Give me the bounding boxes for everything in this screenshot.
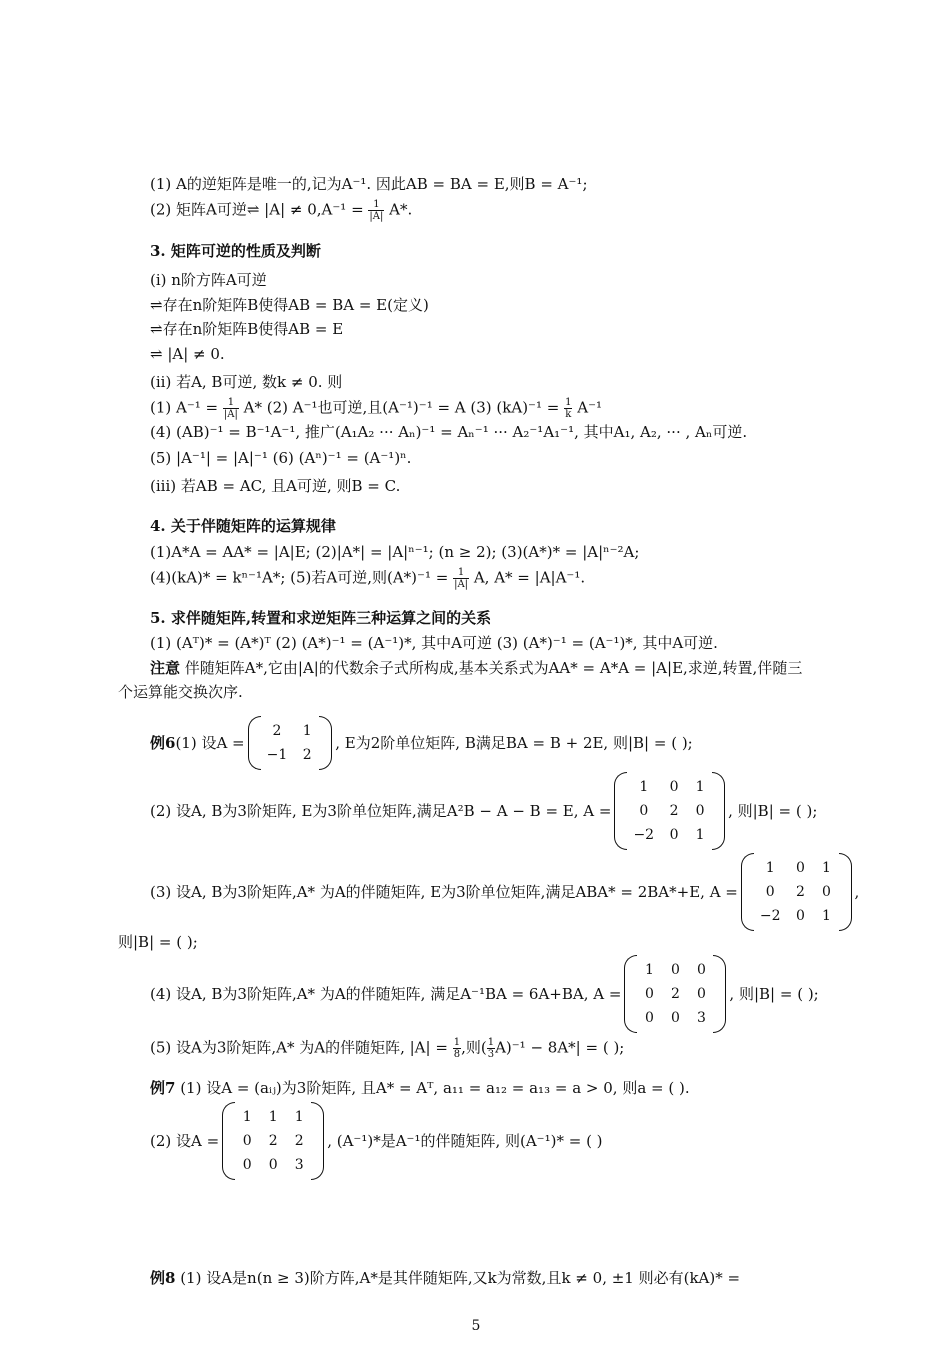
matrix-cell: 1	[765, 860, 775, 876]
right-paren	[712, 772, 725, 850]
fraction-numerator: 1	[453, 1037, 461, 1048]
text-span: (4) 设A, B为3阶矩阵,A* 为A的伴随矩阵, 满足A⁻¹BA = 6A+BA, A =	[150, 985, 622, 1003]
fraction	[223, 397, 239, 420]
section-heading: 5. 求伴随矩阵,转置和求逆矩阵三种运算之间的关系	[150, 609, 492, 627]
section-heading: 4. 关于伴随矩阵的运算规律	[150, 517, 336, 535]
matrix-cell: 2	[302, 747, 312, 763]
matrix-grid	[637, 956, 713, 1032]
matrix	[741, 854, 852, 930]
fraction-numerator: 1	[453, 567, 469, 579]
example-label: 例8	[150, 1269, 176, 1287]
matrix-cell: 1	[822, 908, 831, 924]
matrix-cell: 0	[242, 1133, 252, 1149]
text-line: (ii) 若A, B可逆, 数k ≠ 0. 则	[150, 373, 343, 391]
example-6-part-2	[150, 771, 817, 851]
fraction-numerator: 1	[223, 397, 239, 409]
matrix-cell: 1	[695, 779, 705, 795]
text-span: , (A⁻¹)*是A⁻¹的伴随矩阵, 则(A⁻¹)* = ( )	[327, 1132, 603, 1150]
text-span: (5) 设A为3阶矩阵,A* 为A的伴随矩阵, |A| =	[150, 1038, 448, 1057]
text-span: (2) 矩阵A可逆⇌ |A| ≠ 0,A⁻¹ =	[150, 200, 364, 219]
example-7-part-2	[150, 1101, 603, 1181]
matrix	[222, 1103, 324, 1179]
example-label: 例6	[150, 734, 176, 752]
fraction-denominator: k	[565, 409, 572, 420]
matrix-cell: 1	[242, 1109, 252, 1125]
fraction-denominator: |A|	[223, 409, 238, 420]
text-line: (1)A*A = AA* = |A|E; (2)|A*| = |A|ⁿ⁻¹; (n ≥ 2); (3)(A*)* = |A|ⁿ⁻²A;	[150, 543, 640, 561]
matrix-cell: 1	[268, 1109, 278, 1125]
fraction	[453, 567, 469, 590]
fraction-denominator: |A|	[369, 211, 384, 222]
text-span: (1) 设A =	[175, 734, 245, 752]
matrix-cell: 0	[765, 884, 775, 900]
text-span: ,则(	[461, 1038, 487, 1057]
matrix	[248, 717, 333, 769]
text-line: (4) (AB)⁻¹ = B⁻¹A⁻¹, 推广(A₁A₂ ··· Aₙ)⁻¹ = Aₙ⁻¹ ··· A₂⁻¹A₁⁻¹, 其中A₁, A₂, ··· , Aₙ可逆.	[150, 423, 748, 441]
text-span: 伴随矩阵A*,它由|A|的代数余子式所构成,基本关系式为AA* = A*A = |A|E,求逆,转置,伴随三	[180, 659, 803, 677]
left-paren	[614, 772, 627, 850]
text-line: (iii) 若AB = AC, 且A可逆, 则B = C.	[150, 477, 401, 495]
example-7-part-1	[150, 1078, 690, 1098]
matrix-cell: 3	[696, 1010, 706, 1026]
page-number: 5	[471, 1318, 481, 1334]
matrix-cell: 0	[669, 779, 679, 795]
text-span: (4)(kA)* = kⁿ⁻¹A*; (5)若A可逆,则(A*)⁻¹ =	[150, 568, 449, 587]
text-span: A, A* = |A|A⁻¹.	[473, 568, 586, 587]
matrix-cell: 1	[644, 962, 654, 978]
text-span: (1) 设A = (aᵢⱼ)为3阶矩阵, 且A* = Aᵀ, a₁₁ = a₁₂ = a₁₃ = a > 0, 则a = ( ).	[175, 1079, 690, 1097]
fraction-denominator: |A|	[454, 579, 469, 590]
text-span: (1) A⁻¹ =	[150, 398, 219, 417]
text-span: , 则|B| = ( );	[728, 802, 818, 820]
matrix-cell: 2	[268, 1133, 278, 1149]
right-paren	[713, 955, 726, 1033]
matrix-cell: 0	[669, 827, 679, 843]
text-span: (1) 设A是n(n ≥ 3)阶方阵,A*是其伴随矩阵,又k为常数,且k ≠ 0, ±1 则必有(kA)* =	[175, 1269, 741, 1287]
matrix	[614, 773, 725, 849]
matrix-grid	[754, 854, 839, 930]
matrix-cell: 2	[272, 723, 282, 739]
matrix-cell: 0	[822, 884, 831, 900]
text-line: (5) |A⁻¹| = |A|⁻¹ (6) (Aⁿ)⁻¹ = (A⁻¹)ⁿ.	[150, 449, 412, 467]
left-paren	[624, 955, 637, 1033]
example-6-part-4	[150, 954, 819, 1034]
note-label: 注意	[150, 659, 181, 677]
section-heading: 3. 矩阵可逆的性质及判断	[150, 242, 321, 260]
text-line: (1) (Aᵀ)* = (A*)ᵀ (2) (A*)⁻¹ = (A⁻¹)*, 其中A可逆 (3) (A*)⁻¹ = (A⁻¹)*, 其中A可逆.	[150, 634, 718, 652]
fraction-numerator: 1	[487, 1037, 495, 1048]
matrix-grid	[235, 1103, 311, 1179]
matrix-cell: −2	[633, 827, 655, 843]
matrix-cell: 0	[670, 1010, 680, 1026]
fraction	[453, 1037, 461, 1060]
example-6-part-5	[150, 1037, 624, 1060]
matrix-cell: 0	[796, 908, 805, 924]
text-line: 则|B| = ( );	[118, 933, 198, 951]
matrix-cell: 0	[695, 803, 705, 819]
matrix-cell: −1	[266, 747, 288, 763]
matrix-cell: 1	[822, 860, 831, 876]
text-line: (i) n阶方阵A可逆	[150, 271, 267, 289]
text-span: (2) 设A =	[150, 1132, 220, 1150]
text-line: (1) A的逆矩阵是唯一的,记为A⁻¹. 因此AB = BA = E,则B = A⁻¹;	[150, 175, 588, 193]
matrix-cell: 0	[696, 962, 706, 978]
text-span: (2) 设A, B为3阶矩阵, E为3阶单位矩阵,满足A²B − A − B = E, A =	[150, 802, 612, 820]
text-line: 个运算能交换次序.	[118, 683, 243, 701]
text-line	[150, 199, 412, 222]
left-paren	[741, 853, 754, 931]
example-8-part-1	[150, 1268, 740, 1288]
matrix-cell: 0	[696, 986, 706, 1002]
text-span: A⁻¹	[577, 398, 603, 417]
left-paren	[248, 716, 261, 770]
matrix-cell: 2	[796, 884, 805, 900]
fraction-numerator: 1	[565, 397, 572, 408]
text-line: ⇌存在n阶矩阵B使得AB = E	[150, 320, 344, 338]
matrix-cell: 2	[670, 986, 680, 1002]
text-span: , E为2阶单位矩阵, B满足BA = B + 2E, 则|B| = ( );	[335, 734, 693, 752]
right-paren	[839, 853, 852, 931]
example-label: 例7	[150, 1079, 176, 1097]
matrix-cell: 1	[695, 827, 705, 843]
matrix	[624, 956, 726, 1032]
fraction-denominator: 3	[487, 1049, 495, 1060]
fraction	[487, 1037, 495, 1060]
matrix-cell: 1	[302, 723, 312, 739]
text-span: A* (2) A⁻¹也可逆,且(A⁻¹)⁻¹ = A (3) (kA)⁻¹ =	[243, 398, 560, 417]
fraction-numerator: 1	[368, 199, 384, 211]
text-line: ⇌ |A| ≠ 0.	[150, 345, 225, 363]
matrix-cell: 0	[644, 1010, 654, 1026]
matrix-cell: 2	[669, 803, 679, 819]
text-line	[150, 658, 802, 678]
text-span: (3) 设A, B为3阶矩阵,A* 为A的伴随矩阵, E为3阶单位矩阵,满足ABA* = 2BA*+E, A =	[150, 883, 738, 901]
text-line: ⇌存在n阶矩阵B使得AB = BA = E(定义)	[150, 296, 429, 314]
right-paren	[311, 1102, 324, 1180]
text-span: A*.	[389, 200, 413, 219]
matrix-cell: 0	[268, 1157, 278, 1173]
example-6-part-3	[150, 852, 859, 932]
matrix-cell: 1	[639, 779, 649, 795]
matrix-cell: 0	[242, 1157, 252, 1173]
matrix-grid	[261, 717, 320, 769]
fraction	[368, 199, 384, 222]
matrix-cell: 3	[294, 1157, 304, 1173]
matrix-cell: 0	[796, 860, 805, 876]
text-span: , 则|B| = ( );	[729, 985, 819, 1003]
matrix-cell: 0	[644, 986, 654, 1002]
matrix-cell: 2	[294, 1133, 304, 1149]
text-line	[150, 397, 602, 420]
fraction-denominator: 8	[453, 1049, 461, 1060]
text-line	[150, 567, 585, 590]
fraction	[564, 397, 572, 420]
matrix-grid	[627, 773, 712, 849]
example-6-part-1	[150, 715, 693, 771]
text-span: A)⁻¹ − 8A*| = ( );	[495, 1038, 625, 1057]
matrix-cell: 0	[670, 962, 680, 978]
text-span: ,	[854, 883, 860, 901]
matrix-cell: 1	[294, 1109, 304, 1125]
matrix-cell: 0	[639, 803, 649, 819]
right-paren	[319, 716, 332, 770]
left-paren	[222, 1102, 235, 1180]
matrix-cell: −2	[759, 908, 781, 924]
